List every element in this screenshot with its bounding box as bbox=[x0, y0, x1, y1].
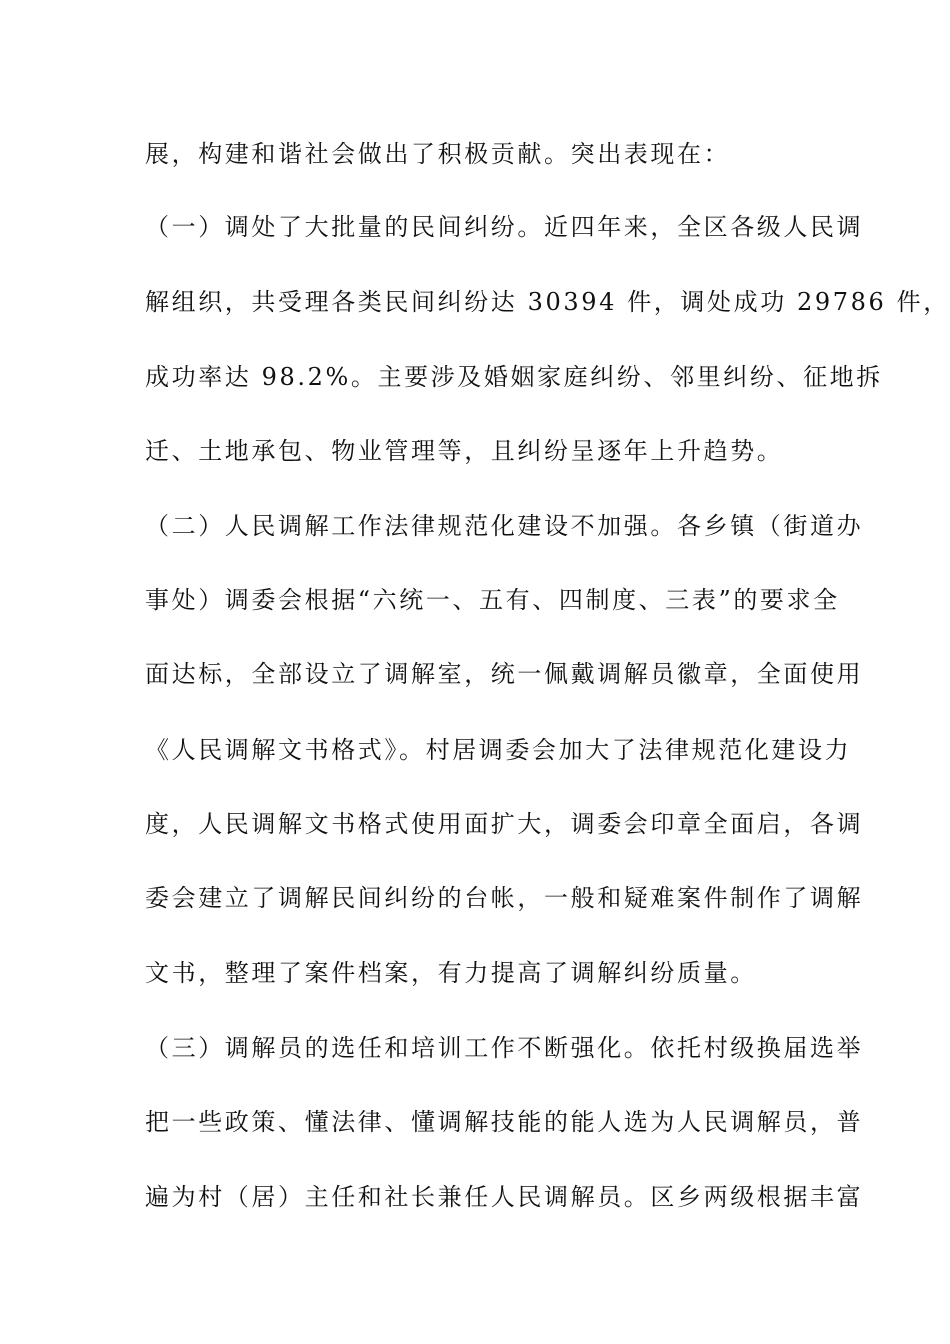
text-line: 事处）调委会根据“六统一、五有、四制度、三表”的要求全 bbox=[145, 586, 840, 614]
text-line: 文书，整理了案件档案，有力提高了调解纠纷质量。 bbox=[145, 959, 757, 987]
text-line: （一）调处了大批量的民间纠纷。近四年来，全区各级人民调 bbox=[145, 213, 864, 241]
text-line: （三）调解员的选任和培训工作不断强化。依托村级换届选举 bbox=[145, 1034, 864, 1062]
text-line: 《人民调解文书格式》。村居调委会加大了法律规范化建设力 bbox=[145, 736, 852, 764]
text-line: 面达标，全部设立了调解室，统一佩戴调解员徽章，全面使用 bbox=[145, 660, 864, 688]
text-line: 度，人民调解文书格式使用面扩大，调委会印章全面启，各调 bbox=[145, 810, 864, 838]
text-line: 展，构建和谐社会做出了积极贡献。突出表现在： bbox=[145, 140, 731, 168]
text-line: 委会建立了调解民间纠纷的台帐，一般和疑难案件制作了调解 bbox=[145, 884, 864, 912]
text-line: 成功率达 98.2%。主要涉及婚姻家庭纠纷、邻里纠纷、征地拆 bbox=[145, 363, 883, 391]
text-line: 遍为村（居）主任和社长兼任人民调解员。区乡两级根据丰富 bbox=[145, 1183, 864, 1211]
text-line: 把一些政策、懂法律、懂调解技能的能人选为人民调解员，普 bbox=[145, 1108, 864, 1136]
text-line: 解组织，共受理各类民间纠纷达 30394 件，调处成功 29786 件， bbox=[145, 288, 950, 316]
text-line: 迁、土地承包、物业管理等，且纠纷呈逐年上升趋势。 bbox=[145, 437, 784, 465]
text-line: （二）人民调解工作法律规范化建设不加强。各乡镇（街道办 bbox=[145, 512, 864, 540]
